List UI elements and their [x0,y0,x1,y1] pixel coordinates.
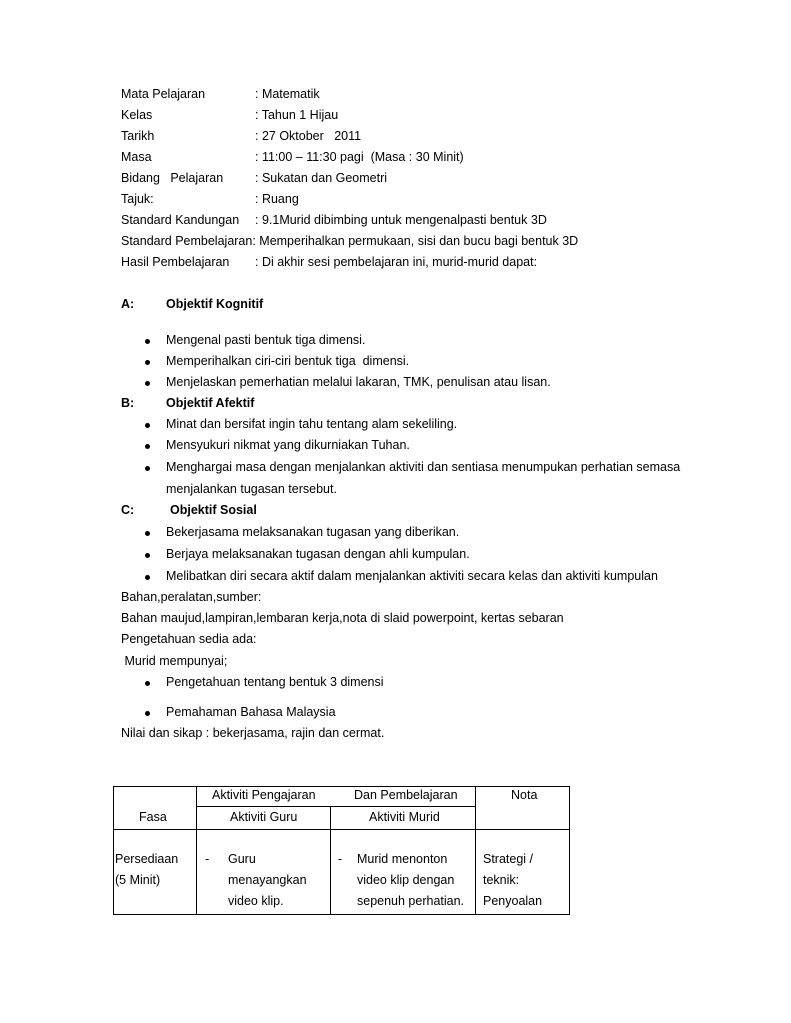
objective-c-letter: C: [121,503,135,517]
table-divider-col3 [475,786,476,915]
objective-b-item-3-continuation: menjalankan tugasan tersebut. [166,482,337,496]
bullet-icon [145,681,150,686]
label-mata-pelajaran: Mata Pelajaran [121,87,206,101]
table-border-left [113,786,114,915]
header-aktiviti-murid: Aktiviti Murid [369,810,440,824]
bullet-icon [145,711,150,716]
objective-c-item-1: Bekerjasama melaksanakan tugasan yang diberikan. [166,525,460,539]
row-murid-line-1: Murid menonton [357,852,448,866]
value-masa: : 11:00 – 11:30 pagi (Masa : 30 Minit) [255,150,464,164]
row-guru-line-1: Guru [228,852,256,866]
bullet-icon [145,339,150,344]
bullet-icon [145,423,150,428]
value-kelas: : Tahun 1 Hijau [255,108,339,122]
objective-b-item-3: Menghargai masa dengan menjalankan aktiviti dan sentiasa menumpukan perhatian semasa [166,460,681,474]
row-guru-line-2: menayangkan [228,873,307,887]
objective-a-title: Objektif Kognitif [166,297,264,311]
nilai-sikap: Nilai dan sikap : bekerjasama, rajin dan cermat. [121,726,385,740]
table-divider-col2 [330,806,331,915]
label-kelas: Kelas [121,108,153,122]
row-guru-line-3: video klip. [228,894,284,908]
bullet-icon [145,381,150,386]
pengetahuan-label: Pengetahuan sedia ada: [121,632,257,646]
header-fasa: Fasa [139,810,167,824]
table-border-bottom [113,914,570,915]
header-dan-pembelajaran: Dan Pembelajaran [354,788,458,802]
header-nota: Nota [511,788,538,802]
row-fasa-line-1: Persediaan [115,852,179,866]
row-nota-line-2: teknik: [483,873,520,887]
value-tarikh: : 27 Oktober 2011 [255,129,362,143]
objective-b-letter: B: [121,396,135,410]
bahan-label: Bahan,peralatan,sumber: [121,590,262,604]
objective-c-item-3: Melibatkan diri secara aktif dalam menjalankan aktiviti secara kelas dan aktiviti kumpulan [166,569,658,583]
row-nota-line-1: Strategi / [483,852,534,866]
value-mata-pelajaran: : Matematik [255,87,320,101]
table-border-right [569,786,570,915]
bullet-icon [145,531,150,536]
label-standard-kandungan: Standard Kandungan [121,213,240,227]
table-divider-col1 [196,786,197,915]
value-tajuk: : Ruang [255,192,299,206]
pengetahuan-item-1: Pengetahuan tentang bentuk 3 dimensi [166,675,384,689]
row-murid-dash: - [338,852,343,866]
row-guru-dash: - [205,852,210,866]
value-bidang-pelajaran: : Sukatan dan Geometri [255,171,388,185]
pengetahuan-item-2: Pemahaman Bahasa Malaysia [166,705,336,719]
label-hasil-pembelajaran: Hasil Pembelajaran [121,255,230,269]
row-nota-line-3: Penyoalan [483,894,543,908]
objective-b-title: Objektif Afektif [166,396,255,410]
label-tarikh: Tarikh [121,129,155,143]
objective-a-item-2: Memperihalkan ciri-ciri bentuk tiga dimensi. [166,354,410,368]
table-divider-header [113,829,570,830]
objective-a-item-3: Menjelaskan pemerhatian melalui lakaran, TMK, penulisan atau lisan. [166,375,551,389]
table-divider-subheader [196,806,475,807]
value-standard-kandungan: : 9.1Murid dibimbing untuk mengenalpasti bentuk 3D [255,213,547,227]
bullet-icon [145,444,150,449]
objective-a-item-1: Mengenal pasti bentuk tiga dimensi. [166,333,366,347]
bullet-icon [145,466,150,471]
row-murid-line-2: video klip dengan [357,873,455,887]
header-aktiviti-pengajaran: Aktiviti Pengajaran [212,788,316,802]
objective-a-letter: A: [121,297,135,311]
bahan-value: Bahan maujud,lampiran,lembaran kerja,nota di slaid powerpoint, kertas sebaran [121,611,564,625]
table-border-top [113,786,570,787]
value-hasil-pembelajaran: : Di akhir sesi pembelajaran ini, murid-murid dapat: [255,255,538,269]
objective-c-item-2: Berjaya melaksanakan tugasan dengan ahli kumpulan. [166,547,470,561]
bullet-icon [145,553,150,558]
label-bidang-pelajaran: Bidang Pelajaran [121,171,224,185]
label-masa: Masa [121,150,152,164]
objective-b-item-1: Minat dan bersifat ingin tahu tentang alam sekeliling. [166,417,458,431]
bullet-icon [145,360,150,365]
label-tajuk: Tajuk: [121,192,154,206]
murid-mempunyai-label: Murid mempunyai; [121,654,228,668]
header-aktiviti-guru: Aktiviti Guru [230,810,298,824]
bullet-icon [145,575,150,580]
objective-b-item-2: Mensyukuri nikmat yang dikurniakan Tuhan. [166,438,410,452]
row-fasa-line-2: (5 Minit) [115,873,161,887]
objective-c-title: Objektif Sosial [170,503,257,517]
row-murid-line-3: sepenuh perhatian. [357,894,465,908]
standard-pembelajaran: Standard Pembelajaran: Memperihalkan permukaan, sisi dan bucu bagi bentuk 3D [121,234,579,248]
